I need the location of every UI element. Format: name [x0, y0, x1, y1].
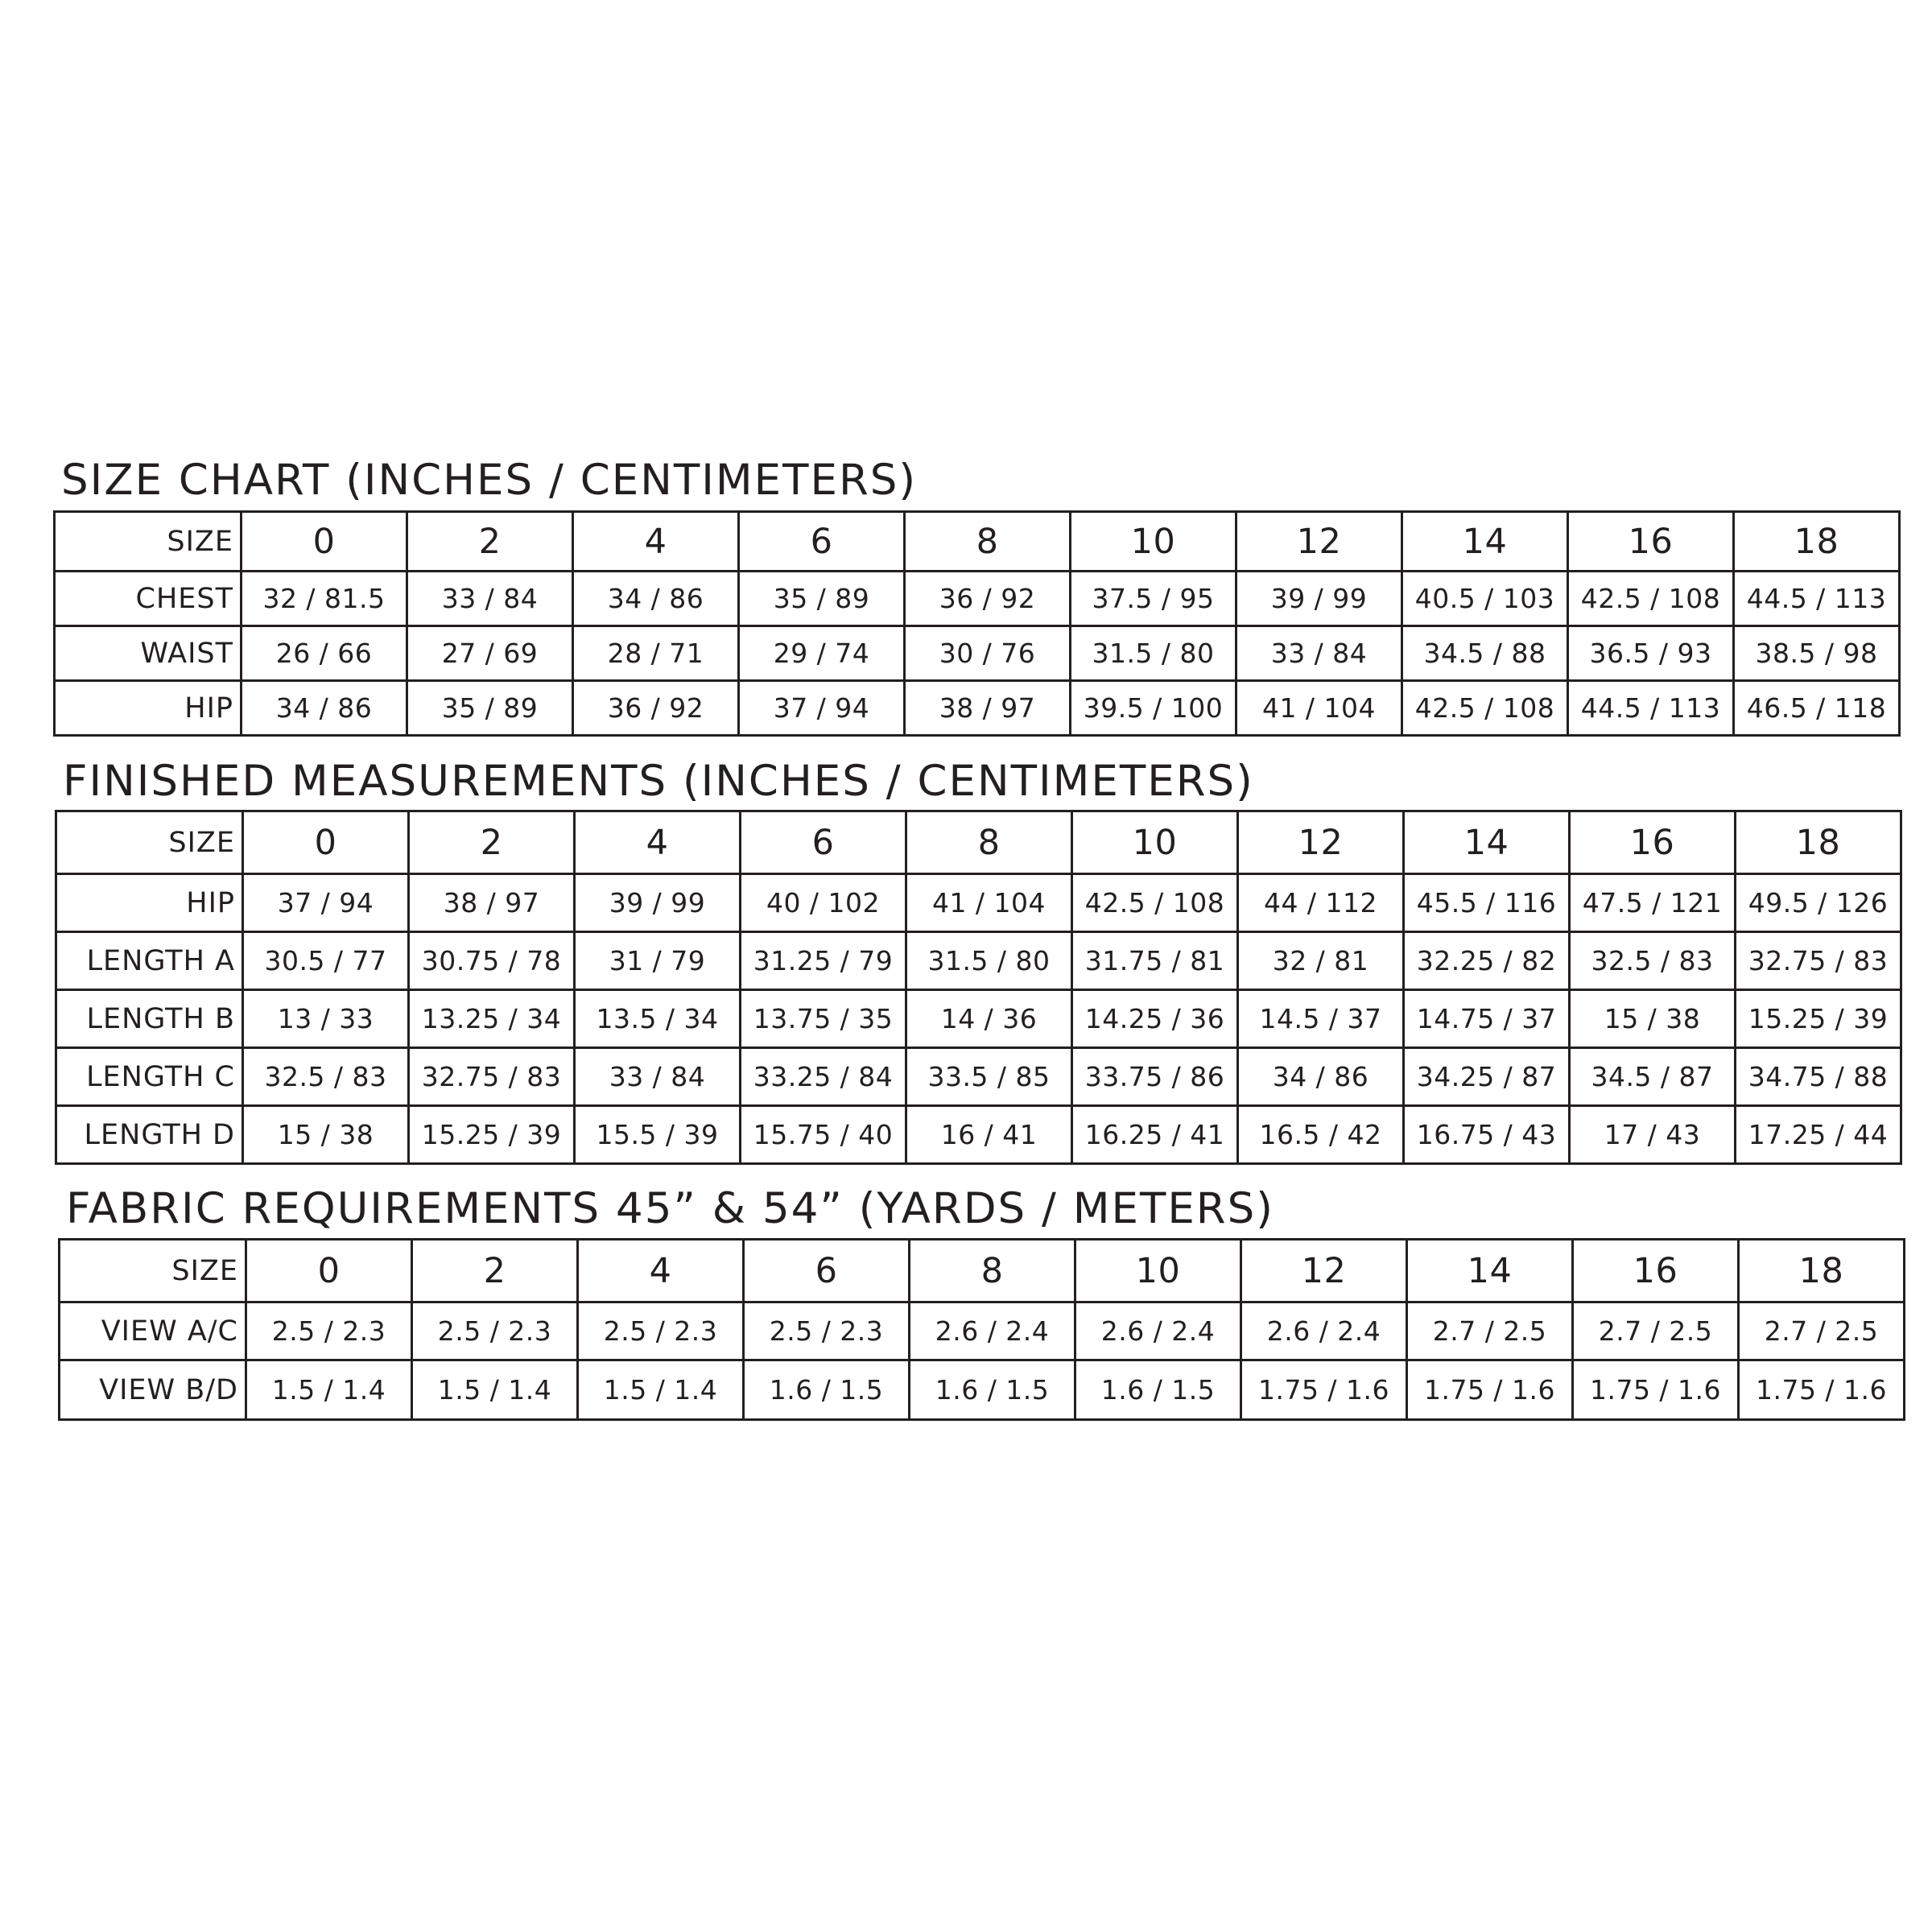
row-label: VIEW B/D: [60, 1360, 246, 1420]
table-cell: 38 / 97: [905, 681, 1071, 736]
table-cell: 35 / 89: [739, 572, 905, 626]
table-cell: 2.5 / 2.3: [412, 1302, 578, 1360]
table-cell: 30.5 / 77: [243, 932, 409, 990]
size-header-cell: 4: [573, 512, 739, 572]
table-cell: 14.25 / 36: [1072, 990, 1238, 1048]
table-cell: 31 / 79: [575, 932, 741, 990]
table-cell: 40.5 / 103: [1402, 572, 1568, 626]
table-cell: 46.5 / 118: [1734, 681, 1900, 736]
table-cell: 32 / 81.5: [242, 572, 407, 626]
table-cell: 47.5 / 121: [1570, 874, 1736, 932]
table-cell: 34 / 86: [242, 681, 407, 736]
table-cell: 33.25 / 84: [741, 1048, 906, 1106]
table-cell: 13.5 / 34: [575, 990, 741, 1048]
table-cell: 15.75 / 40: [741, 1106, 906, 1164]
size-header-cell: 12: [1241, 1240, 1407, 1302]
table-cell: 1.75 / 1.6: [1573, 1360, 1739, 1420]
table-cell: 32.5 / 83: [1570, 932, 1736, 990]
size-header-cell: 0: [242, 512, 407, 572]
table-cell: 16.75 / 43: [1404, 1106, 1570, 1164]
size-header-label: SIZE: [60, 1240, 246, 1302]
size-header-cell: 10: [1071, 512, 1236, 572]
table-row: [60, 1360, 1905, 1420]
table-cell: 41 / 104: [906, 874, 1072, 932]
size-header-cell: 16: [1570, 811, 1736, 874]
table-cell: 36 / 92: [573, 681, 739, 736]
table-cell: 30 / 76: [905, 626, 1071, 681]
row-label: LENGTH B: [56, 990, 243, 1048]
table-header-row: [55, 512, 1900, 572]
table-cell: 37.5 / 95: [1071, 572, 1236, 626]
size-chart-title: SIZE CHART (INCHES / CENTIMETERS): [61, 456, 918, 505]
row-label: CHEST: [55, 572, 242, 626]
size-header-cell: 2: [412, 1240, 578, 1302]
table-cell: 37 / 94: [243, 874, 409, 932]
size-header-cell: 14: [1407, 1240, 1573, 1302]
size-header-cell: 12: [1238, 811, 1404, 874]
size-header-cell: 12: [1236, 512, 1402, 572]
table-cell: 13.75 / 35: [741, 990, 906, 1048]
table-cell: 26 / 66: [242, 626, 407, 681]
table-cell: 33 / 84: [407, 572, 573, 626]
table-cell: 15 / 38: [243, 1106, 409, 1164]
row-label: WAIST: [55, 626, 242, 681]
table-cell: 39 / 99: [1236, 572, 1402, 626]
table-row: [55, 572, 1900, 626]
size-header-cell: 0: [246, 1240, 412, 1302]
table-cell: 33 / 84: [1236, 626, 1402, 681]
row-label: LENGTH C: [56, 1048, 243, 1106]
table-row: [56, 1048, 1901, 1106]
size-header-cell: 6: [741, 811, 906, 874]
table-cell: 1.5 / 1.4: [246, 1360, 412, 1420]
table-cell: 14 / 36: [906, 990, 1072, 1048]
table-cell: 2.7 / 2.5: [1407, 1302, 1573, 1360]
table-cell: 2.6 / 2.4: [1075, 1302, 1241, 1360]
finished-measurements-table: [55, 810, 1902, 1165]
table-cell: 33 / 84: [575, 1048, 741, 1106]
row-label: LENGTH D: [56, 1106, 243, 1164]
table-cell: 17.25 / 44: [1736, 1106, 1901, 1164]
table-cell: 31.25 / 79: [741, 932, 906, 990]
size-chart-table: [53, 510, 1901, 737]
table-cell: 31.5 / 80: [1071, 626, 1236, 681]
size-header-cell: 2: [407, 512, 573, 572]
table-cell: 34.5 / 88: [1402, 626, 1568, 681]
table-cell: 2.5 / 2.3: [246, 1302, 412, 1360]
table-cell: 2.5 / 2.3: [744, 1302, 910, 1360]
table-cell: 34.75 / 88: [1736, 1048, 1901, 1106]
table-cell: 1.6 / 1.5: [744, 1360, 910, 1420]
table-cell: 34.25 / 87: [1404, 1048, 1570, 1106]
row-label: HIP: [55, 681, 242, 736]
size-header-cell: 16: [1568, 512, 1734, 572]
table-cell: 32.25 / 82: [1404, 932, 1570, 990]
table-cell: 15.25 / 39: [409, 1106, 575, 1164]
table-row: [56, 874, 1901, 932]
table-cell: 1.75 / 1.6: [1739, 1360, 1905, 1420]
table-cell: 1.75 / 1.6: [1407, 1360, 1573, 1420]
row-label: HIP: [56, 874, 243, 932]
table-cell: 16 / 41: [906, 1106, 1072, 1164]
table-cell: 31.5 / 80: [906, 932, 1072, 990]
table-cell: 32 / 81: [1238, 932, 1404, 990]
table-cell: 42.5 / 108: [1568, 572, 1734, 626]
table-cell: 2.7 / 2.5: [1739, 1302, 1905, 1360]
table-cell: 28 / 71: [573, 626, 739, 681]
table-cell: 27 / 69: [407, 626, 573, 681]
table-cell: 39.5 / 100: [1071, 681, 1236, 736]
table-cell: 41 / 104: [1236, 681, 1402, 736]
table-row: [56, 932, 1901, 990]
table-row: [56, 1106, 1901, 1164]
table-cell: 38 / 97: [409, 874, 575, 932]
table-cell: 35 / 89: [407, 681, 573, 736]
table-cell: 15.25 / 39: [1736, 990, 1901, 1048]
table-cell: 13.25 / 34: [409, 990, 575, 1048]
table-cell: 45.5 / 116: [1404, 874, 1570, 932]
size-header-cell: 8: [910, 1240, 1075, 1302]
size-header-cell: 6: [739, 512, 905, 572]
row-label: LENGTH A: [56, 932, 243, 990]
table-cell: 31.75 / 81: [1072, 932, 1238, 990]
table-cell: 42.5 / 108: [1402, 681, 1568, 736]
size-header-cell: 16: [1573, 1240, 1739, 1302]
table-row: [60, 1302, 1905, 1360]
table-cell: 33.5 / 85: [906, 1048, 1072, 1106]
table-cell: 34 / 86: [1238, 1048, 1404, 1106]
fabric-requirements-table: [58, 1238, 1905, 1421]
table-cell: 1.5 / 1.4: [412, 1360, 578, 1420]
size-header-cell: 18: [1734, 512, 1900, 572]
table-row: [56, 990, 1901, 1048]
size-header-cell: 10: [1075, 1240, 1241, 1302]
row-label: VIEW A/C: [60, 1302, 246, 1360]
table-cell: 44.5 / 113: [1734, 572, 1900, 626]
table-cell: 2.5 / 2.3: [578, 1302, 744, 1360]
table-cell: 14.5 / 37: [1238, 990, 1404, 1048]
table-cell: 15.5 / 39: [575, 1106, 741, 1164]
table-row: [55, 681, 1900, 736]
table-cell: 2.6 / 2.4: [1241, 1302, 1407, 1360]
table-cell: 1.75 / 1.6: [1241, 1360, 1407, 1420]
table-cell: 1.6 / 1.5: [910, 1360, 1075, 1420]
table-cell: 30.75 / 78: [409, 932, 575, 990]
table-cell: 36.5 / 93: [1568, 626, 1734, 681]
table-cell: 34.5 / 87: [1570, 1048, 1736, 1106]
size-header-cell: 2: [409, 811, 575, 874]
size-header-cell: 14: [1402, 512, 1568, 572]
finished-measurements-title: FINISHED MEASUREMENTS (INCHES / CENTIMETERS): [63, 757, 1254, 806]
table-cell: 29 / 74: [739, 626, 905, 681]
table-header-row: [60, 1240, 1905, 1302]
table-cell: 32.75 / 83: [409, 1048, 575, 1106]
table-cell: 49.5 / 126: [1736, 874, 1901, 932]
size-header-cell: 4: [575, 811, 741, 874]
table-header-row: [56, 811, 1901, 874]
table-cell: 14.75 / 37: [1404, 990, 1570, 1048]
table-cell: 44.5 / 113: [1568, 681, 1734, 736]
size-header-cell: 4: [578, 1240, 744, 1302]
size-header-cell: 6: [744, 1240, 910, 1302]
table-cell: 42.5 / 108: [1072, 874, 1238, 932]
size-header-label: SIZE: [55, 512, 242, 572]
table-cell: 39 / 99: [575, 874, 741, 932]
table-cell: 1.5 / 1.4: [578, 1360, 744, 1420]
table-cell: 40 / 102: [741, 874, 906, 932]
table-cell: 38.5 / 98: [1734, 626, 1900, 681]
table-cell: 34 / 86: [573, 572, 739, 626]
table-cell: 44 / 112: [1238, 874, 1404, 932]
table-cell: 32.5 / 83: [243, 1048, 409, 1106]
table-cell: 16.5 / 42: [1238, 1106, 1404, 1164]
size-header-cell: 8: [905, 512, 1071, 572]
table-cell: 33.75 / 86: [1072, 1048, 1238, 1106]
table-cell: 2.6 / 2.4: [910, 1302, 1075, 1360]
size-header-cell: 18: [1739, 1240, 1905, 1302]
table-cell: 15 / 38: [1570, 990, 1736, 1048]
table-cell: 36 / 92: [905, 572, 1071, 626]
fabric-requirements-title: FABRIC REQUIREMENTS 45” & 54” (YARDS / METERS): [66, 1184, 1274, 1233]
size-header-cell: 0: [243, 811, 409, 874]
table-row: [55, 626, 1900, 681]
table-cell: 2.7 / 2.5: [1573, 1302, 1739, 1360]
table-cell: 32.75 / 83: [1736, 932, 1901, 990]
table-cell: 37 / 94: [739, 681, 905, 736]
size-header-cell: 14: [1404, 811, 1570, 874]
table-cell: 16.25 / 41: [1072, 1106, 1238, 1164]
size-header-cell: 10: [1072, 811, 1238, 874]
size-header-cell: 8: [906, 811, 1072, 874]
table-cell: 17 / 43: [1570, 1106, 1736, 1164]
table-cell: 13 / 33: [243, 990, 409, 1048]
size-header-cell: 18: [1736, 811, 1901, 874]
table-cell: 1.6 / 1.5: [1075, 1360, 1241, 1420]
size-header-label: SIZE: [56, 811, 243, 874]
